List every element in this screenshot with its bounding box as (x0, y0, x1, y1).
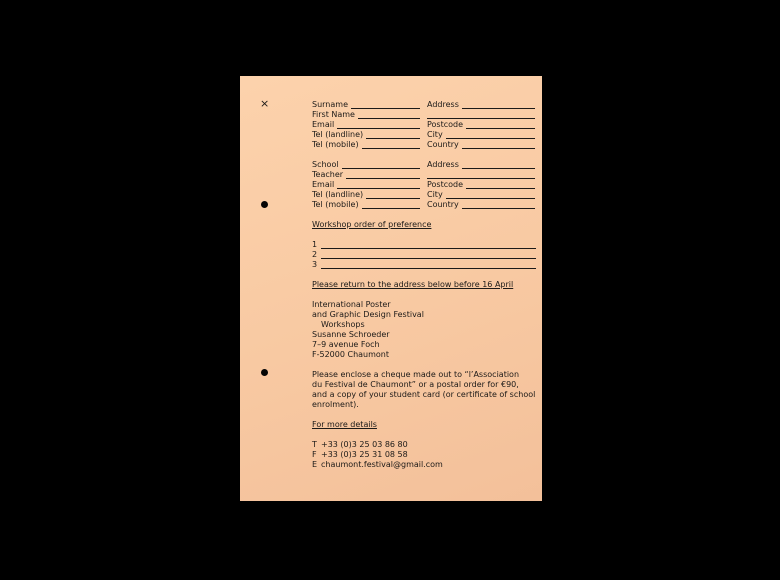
field-label: First Name (312, 110, 355, 119)
postcode-field[interactable] (466, 128, 535, 129)
tel-mobile-field[interactable] (362, 148, 420, 149)
workshop-heading: Workshop order of preference (312, 220, 432, 229)
school-email-field[interactable] (337, 188, 420, 189)
address-line: Workshops (321, 320, 365, 329)
close-cross-icon: × (260, 97, 270, 110)
punch-hole-icon (261, 201, 268, 208)
field-label: Country (427, 140, 459, 149)
city-field[interactable] (446, 138, 535, 139)
form-content (312, 100, 536, 470)
contact-key: T (312, 440, 317, 449)
teacher-field[interactable] (346, 178, 420, 179)
workshop-choice-1-field[interactable] (321, 248, 536, 249)
address-line: 7–9 avenue Foch (312, 340, 380, 349)
return-address (312, 300, 536, 360)
address-line: and Graphic Design Festival (312, 310, 424, 319)
school-fields (312, 160, 536, 210)
form-row (312, 100, 536, 110)
address-line-2-field[interactable] (427, 118, 535, 119)
email-line (312, 460, 536, 470)
form-row (312, 190, 536, 200)
student-fields (312, 100, 536, 150)
form-row (312, 160, 536, 170)
address-line: F-52000 Chaumont (312, 350, 390, 359)
tel-landline-field[interactable] (366, 138, 420, 139)
field-label: City (427, 190, 443, 199)
instruction-line: and a copy of your student card (or certificate of school (312, 390, 536, 399)
form-row (312, 170, 536, 180)
form-row (312, 130, 536, 140)
instruction-line: enrolment). (312, 400, 359, 409)
contact-key: E (312, 460, 318, 469)
phone-number: +33 (0)3 25 03 86 80 (321, 440, 408, 449)
details-heading: For more details (312, 420, 377, 429)
field-label: Postcode (427, 180, 464, 189)
preference-number: 2 (312, 250, 318, 259)
country-field[interactable] (462, 148, 535, 149)
school-tel-mobile-field[interactable] (362, 208, 420, 209)
school-country-field[interactable] (462, 208, 535, 209)
field-label: Tel (landline) (312, 190, 364, 199)
workshop-choice-2-field[interactable] (321, 258, 536, 259)
form-row (312, 120, 536, 130)
field-label: Email (312, 180, 335, 189)
field-label: Email (312, 120, 335, 129)
contact-details (312, 440, 536, 470)
form-row (312, 180, 536, 190)
email-field[interactable] (337, 128, 420, 129)
field-label: City (427, 130, 443, 139)
field-label: Tel (landline) (312, 130, 364, 139)
contact-key: F (312, 450, 317, 459)
school-field[interactable] (342, 168, 420, 169)
workshop-preferences (312, 240, 536, 270)
field-label: Tel (mobile) (312, 200, 359, 209)
instruction-line: du Festival de Chaumont” or a postal order for €90, (312, 380, 519, 389)
school-postcode-field[interactable] (466, 188, 535, 189)
return-heading: Please return to the address below before 16 April (312, 280, 514, 289)
address-field[interactable] (462, 108, 535, 109)
form-row (312, 200, 536, 210)
address-line: Susanne Schroeder (312, 330, 390, 339)
instruction-line: Please enclose a cheque made out to “l’Association (312, 370, 520, 379)
field-label: Address (427, 100, 459, 109)
address-line: International Poster (312, 300, 391, 309)
workshop-row (312, 250, 536, 260)
school-address-field[interactable] (462, 168, 535, 169)
punch-hole-icon (261, 369, 268, 376)
preference-number: 1 (312, 240, 318, 249)
school-address-line-2-field[interactable] (427, 178, 535, 179)
school-tel-landline-field[interactable] (366, 198, 420, 199)
field-label: Postcode (427, 120, 464, 129)
school-city-field[interactable] (446, 198, 535, 199)
email-address: chaumont.festival@gmail.com (321, 460, 443, 469)
field-label: Address (427, 160, 459, 169)
form-row (312, 110, 536, 120)
registration-form-sheet (240, 76, 542, 501)
field-label: School (312, 160, 339, 169)
field-label: Surname (312, 100, 348, 109)
field-label: Country (427, 200, 459, 209)
field-label: Tel (mobile) (312, 140, 359, 149)
field-label: Teacher (312, 170, 344, 179)
fax-line (312, 450, 536, 460)
phone-line (312, 440, 536, 450)
preference-number: 3 (312, 260, 318, 269)
workshop-choice-3-field[interactable] (321, 268, 536, 269)
fax-number: +33 (0)3 25 31 08 58 (321, 450, 408, 459)
first-name-field[interactable] (358, 118, 420, 119)
workshop-row (312, 240, 536, 250)
workshop-row (312, 260, 536, 270)
surname-field[interactable] (351, 108, 420, 109)
payment-instructions (312, 370, 536, 410)
form-row (312, 140, 536, 150)
